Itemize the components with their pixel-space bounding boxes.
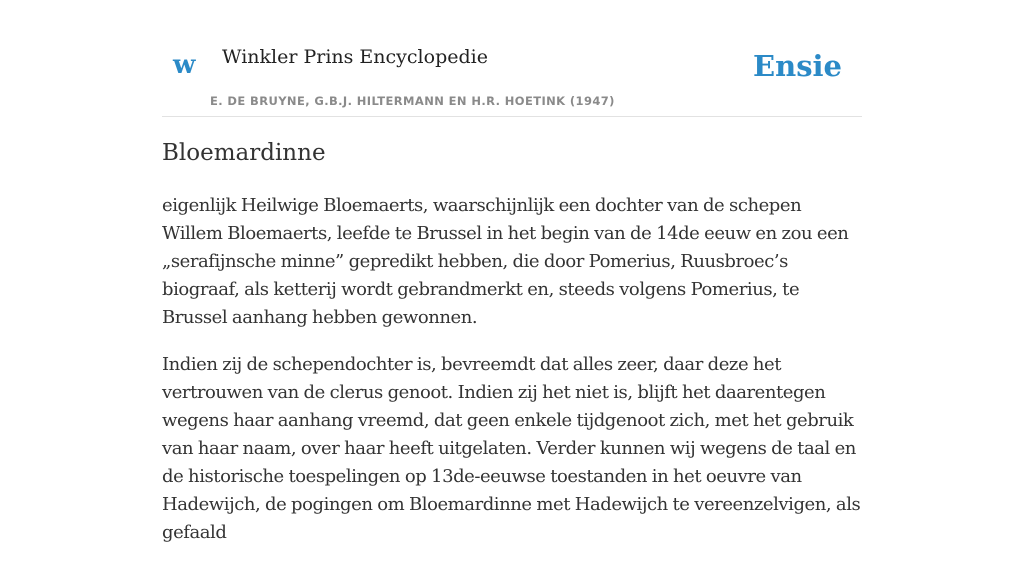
- brand-logo[interactable]: Ensie: [753, 49, 842, 83]
- source-header: [162, 0, 862, 117]
- source-authors: E. DE BRUYNE, G.B.J. HILTERMANN EN H.R. HOETINK (1947): [210, 94, 615, 108]
- source-title-link[interactable]: Winkler Prins Encyclopedie: [222, 46, 488, 68]
- article-body: [162, 192, 862, 566]
- source-logo-icon[interactable]: w: [173, 50, 196, 80]
- article-paragraph: Indien zij de schependochter is, bevreemdt dat alles zeer, daar deze het vertrouwen van de clerus genoot. Indien zij het niet is, blijft het daarentegen wegens haar aanhang vreemd, dat geen enkele tijdgenoot zich, met het gebruik van haar naam, over haar heeft uitgelaten. Verder kunnen wij wegens de taal en de historische toespelingen op 13de-eeuwse toestanden in het oeuvre van Hadewijch, de pogingen om Bloemardinne met Hadewijch te vereenzelvigen, als gefaald: [162, 354, 861, 543]
- article-title: Bloemardinne: [162, 140, 326, 166]
- article-paragraph: eigenlijk Heilwige Bloemaerts, waarschijnlijk een dochter van de schepen Willem Bloemaerts, leefde te Brussel in het begin van de 14de eeuw en zou een „serafijnsche minne” gepredikt hebben, die door Pomerius, Ruusbroec’s biograaf, als ketterij wordt gebrandmerkt en, steeds volgens Pomerius, te Brussel aanhang hebben gewonnen.: [162, 195, 849, 328]
